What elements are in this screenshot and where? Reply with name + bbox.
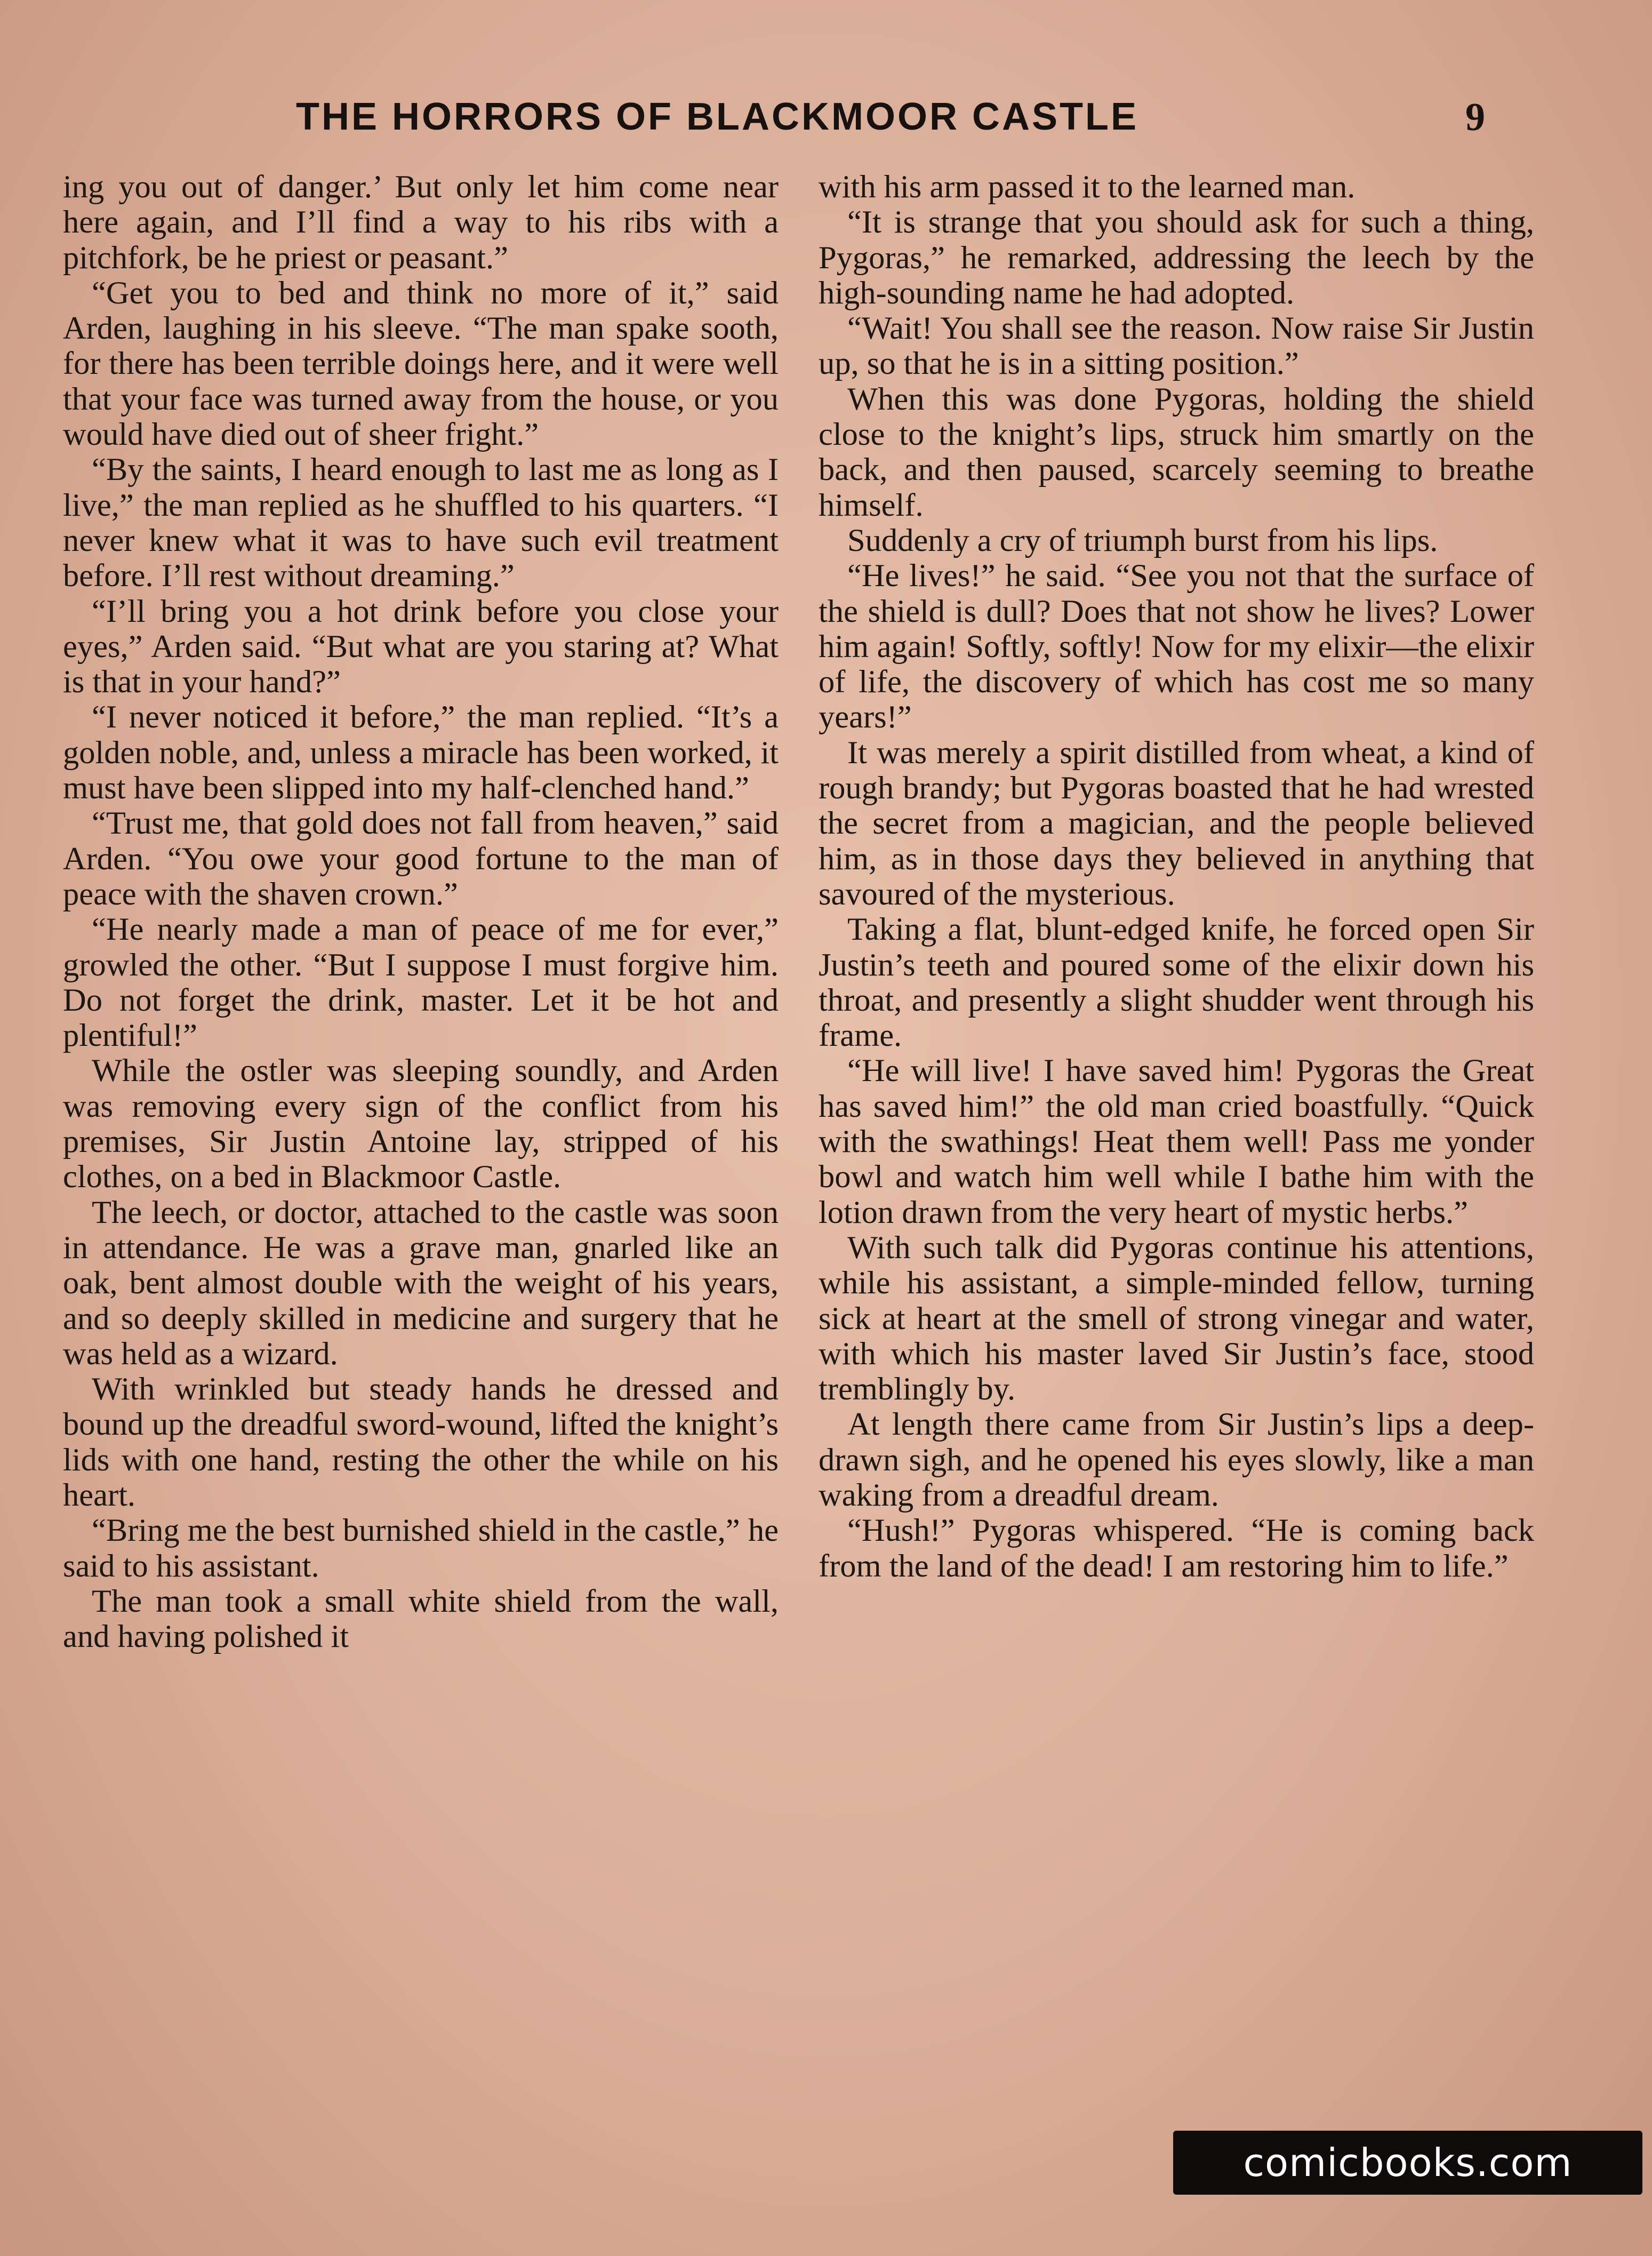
paragraph: “He lives!” he said. “See you not that the surface of the shield is dull? Does that not show he lives? Lower him again! Softly, softly! Now for my elixir—the elixir of life, the discovery of which has cost me so many years!” xyxy=(819,558,1534,735)
paragraph: “Bring me the best burnished shield in the castle,” he said to his assistant. xyxy=(63,1513,779,1584)
paragraph: ing you out of danger.’ But only let him come near here again, and I’ll find a way to his ribs with a pitchfork, be he priest or peasant.” xyxy=(63,170,779,276)
running-title: THE HORRORS OF BLACKMOOR CASTLE xyxy=(296,95,1138,138)
paragraph: “He will live! I have saved him! Pygoras the Great has saved him!” the old man cried boastfully. “Quick with the swathings! Heat them well! Pass me yonder bowl and watch him well while I bathe him with the lotion drawn from the very heart of mystic herbs.” xyxy=(819,1053,1534,1230)
page-number: 9 xyxy=(1465,95,1485,139)
paragraph: “Hush!” Pygoras whispered. “He is coming back from the land of the dead! I am restoring him to life.” xyxy=(819,1513,1534,1584)
paragraph: Suddenly a cry of triumph burst from his lips. xyxy=(847,522,1438,558)
paragraph: The man took a small white shield from the wall, and having polished it xyxy=(63,1583,779,1655)
paragraph: with his arm passed it to the learned man. xyxy=(819,170,1356,205)
paragraph: The leech, or doctor, attached to the castle was soon in attendance. He was a grave man, gnarled like an oak, bent almost double with the weight of his years, and so deeply skilled in medicine and surgery that he was held as a wizard. xyxy=(63,1194,779,1372)
left-column xyxy=(63,170,779,2175)
paragraph: With wrinkled but steady hands he dressed and bound up the dreadful sword-wound, lifted the knight’s lids with one hand, resting the other the while on his heart. xyxy=(63,1371,779,1513)
paragraph: With such talk did Pygoras continue his attentions, while his assistant, a simple-minded fellow, turning sick at heart at the smell of strong vinegar and water, with which his master laved Sir Justin’s face, stood tremblingly by. xyxy=(819,1229,1534,1407)
paragraph: “I’ll bring you a hot drink before you close your eyes,” Arden said. “But what are you staring at? What is that in your hand?” xyxy=(63,593,779,700)
paragraph: “Get you to bed and think no more of it,” said Arden, laughing in his sleeve. “The man spake sooth, for there has been terrible doings here, and it were well that your face was turned away from the house, or you would have died out of sheer fright.” xyxy=(63,275,779,453)
site-watermark xyxy=(1173,2131,1642,2195)
right-column xyxy=(819,170,1534,2175)
paragraph: “By the saints, I heard enough to last me as long as I live,” the man replied as he shuffled to his quarters. “I never knew what it was to have such evil treatment before. I’ll rest without dreaming.” xyxy=(63,452,779,594)
paragraph: “Wait! You shall see the reason. Now raise Sir Justin up, so that he is in a sitting position.” xyxy=(819,310,1534,382)
paragraph: “It is strange that you should ask for such a thing, Pygoras,” he remarked, addressing the leech by the high-sounding name he had adopted. xyxy=(819,204,1534,311)
paragraph: When this was done Pygoras, holding the shield close to the knight’s lips, struck him smartly on the back, and then paused, scarcely seeming to breathe himself. xyxy=(819,381,1534,523)
paragraph: Taking a flat, blunt-edged knife, he forced open Sir Justin’s teeth and poured some of the elixir down his throat, and presently a slight shudder went through his frame. xyxy=(819,911,1534,1054)
page-header xyxy=(0,95,1652,143)
paragraph: “He nearly made a man of peace of me for ever,” growled the other. “But I suppose I must forgive him. Do not forget the drink, master. Let it be hot and plentiful!” xyxy=(63,911,779,1054)
paragraph: At length there came from Sir Justin’s lips a deep-drawn sigh, and he opened his eyes slowly, like a man waking from a dreadful dream. xyxy=(819,1406,1534,1513)
paragraph: While the ostler was sleeping soundly, and Arden was removing every sign of the conflict from his premises, Sir Justin Antoine lay, stripped of his clothes, on a bed in Blackmoor Castle. xyxy=(63,1053,779,1195)
paragraph: “Trust me, that gold does not fall from heaven,” said Arden. “You owe your good fortune to the man of peace with the shaven crown.” xyxy=(63,805,779,912)
watermark-text: comicbooks.com xyxy=(1243,2140,1573,2185)
paragraph: It was merely a spirit distilled from wheat, a kind of rough brandy; but Pygoras boasted that he had wrested the secret from a magician, and the people believed him, as in those days they believed in anything that savoured of the mysterious. xyxy=(819,734,1534,912)
paragraph: “I never noticed it before,” the man replied. “It’s a golden noble, and, unless a miracle has been worked, it must have been slipped into my half-clenched hand.” xyxy=(63,699,779,806)
